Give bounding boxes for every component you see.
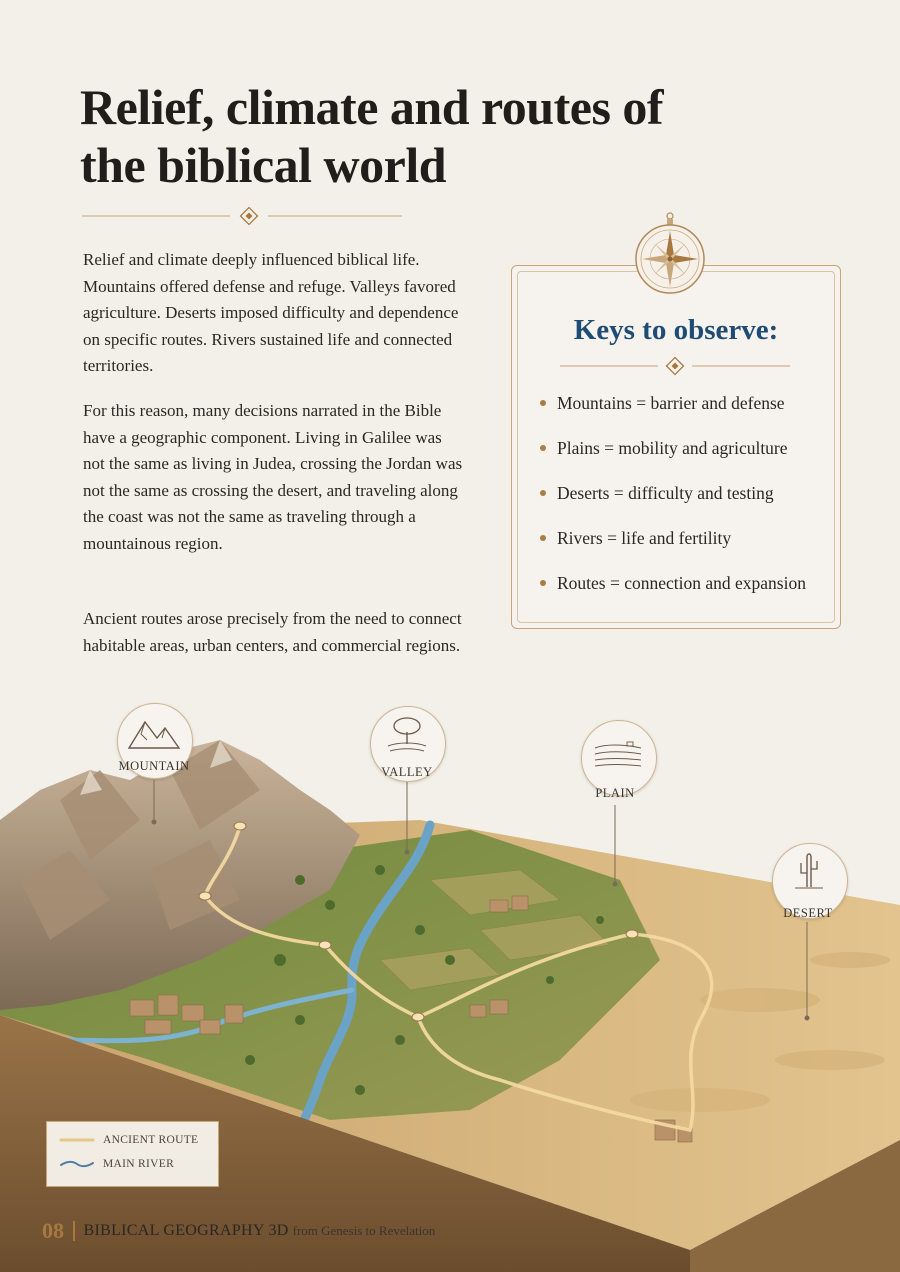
key-item-rivers: Rivers = life and fertility <box>540 524 840 569</box>
map-legend <box>46 1121 219 1187</box>
key-item-plains: Plains = mobility and agriculture <box>540 434 840 479</box>
bullet-icon <box>540 535 546 541</box>
legend-river-label: MAIN RIVER <box>103 1158 175 1170</box>
footer-divider <box>73 1221 75 1241</box>
key-item-routes: Routes = connection and expansion <box>540 569 840 614</box>
bullet-icon <box>540 490 546 496</box>
compass-rose-icon <box>632 212 708 296</box>
marker-label-valley: VALLEY <box>381 765 433 779</box>
routes-paragraph: Ancient routes arose precisely from the need to connect habitable areas, urban centers, and commercial regions. <box>83 609 462 655</box>
page-title: Relief, climate and routes of the biblical world <box>80 79 664 193</box>
intro-paragraph: Relief and climate deeply influenced biblical life. Mountains offered defense and refuge. Valleys favored agriculture. Deserts imposed difficulty and dependence on specific routes. Rivers sustained life and connected territories. <box>83 250 459 375</box>
marker-label-desert: DESERT <box>783 906 833 920</box>
bullet-icon <box>540 580 546 586</box>
book-title: BIBLICAL GEOGRAPHY 3D <box>83 1222 289 1239</box>
keys-divider <box>560 356 790 376</box>
marker-label-mountain: MOUNTAIN <box>118 759 190 773</box>
plain-fields-icon <box>593 740 643 770</box>
key-item-mountains: Mountains = barrier and defense <box>540 389 840 434</box>
marker-label-plain: PLAIN <box>595 786 635 800</box>
keys-title: Keys to observe: <box>573 314 779 346</box>
route-line-icon <box>59 1135 95 1145</box>
tree-valley-icon <box>386 714 428 756</box>
page-number: 08 <box>42 1218 64 1243</box>
mountain-icon <box>127 716 181 750</box>
title-divider <box>82 206 402 226</box>
key-item-deserts: Deserts = difficulty and testing <box>540 479 840 524</box>
bullet-icon <box>540 445 546 451</box>
river-line-icon <box>59 1159 95 1169</box>
cactus-icon <box>791 851 827 891</box>
page-footer <box>42 1218 435 1248</box>
book-subtitle: from Genesis to Revelation <box>292 1223 436 1238</box>
geography-paragraph: For this reason, many decisions narrated in the Bible have a geographic component. Living in Galilee was not the same as living in Judea, crossing the Jordan was not the same as crossing the desert, and traveling along the coast was not the same as traveling through a mountainous region. <box>83 401 463 553</box>
keys-list <box>540 389 840 614</box>
bullet-icon <box>540 400 546 406</box>
legend-route-label: ANCIENT ROUTE <box>103 1134 199 1146</box>
